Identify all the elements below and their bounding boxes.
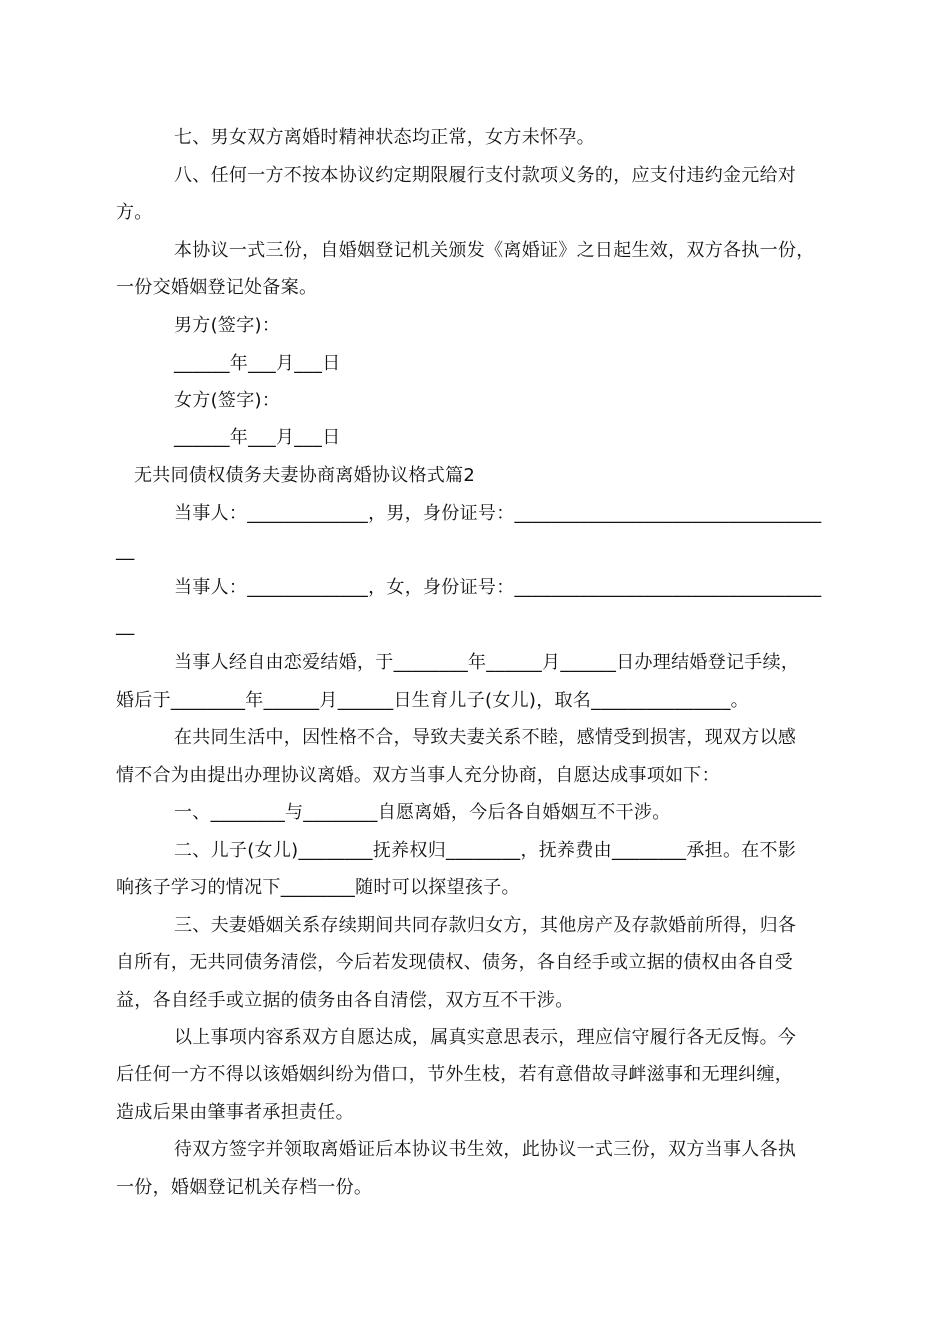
effective-line-2: 一份，婚姻登记机关存档一份。	[116, 1177, 373, 1198]
affirmation-line-3: 造成后果由肇事者承担责任。	[116, 1102, 354, 1123]
clause-8-line-2: 方。	[116, 202, 153, 223]
copies-paragraph-line-2: 一份交婚姻登记处备案。	[116, 277, 318, 298]
item-3-line-1: 三、夫妻婚姻关系存续期间共同存款归女方，其他房产及存款婚前所得，归各	[174, 915, 797, 936]
reason-paragraph-line-1: 在共同生活中，因性格不合，导致夫妻关系不睦，感情受到损害，现双方以感	[174, 727, 797, 748]
male-signature-label: 男方(签字)：	[174, 315, 281, 336]
effective-line-1: 待双方签字并领取离婚证后本协议书生效，此协议一式三份，双方当事人各执	[174, 1139, 797, 1160]
reason-paragraph-line-2: 情不合为由提出办理协议离婚。双方当事人充分协商，自愿达成事项如下：	[116, 765, 720, 786]
item-2-line-2: 响孩子学习的情况下________随时可以探望孩子。	[116, 877, 520, 898]
clause-8-line-1: 八、任何一方不按本协议约定期限履行支付款项义务的，应支付违约金元给对	[174, 165, 797, 186]
item-2-line-1: 二、儿子(女儿)________抚养权归________，抚养费由________承担。在不影	[174, 840, 797, 861]
item-3-line-3: 益，各自经手或立据的债务由各自清偿，双方互不干涉。	[116, 990, 574, 1011]
clause-7: 七、男女双方离婚时精神状态均正常，女方未怀孕。	[174, 127, 595, 148]
affirmation-line-2: 后任何一方不得以该婚姻纠纷为借口，节外生枝，若有意借故寻衅滋事和无理纠缠，	[116, 1064, 794, 1085]
female-signature-label: 女方(签字)：	[174, 390, 281, 411]
marriage-paragraph-line-2: 婚后于________年______月______日生育儿子(女儿)，取名_______________。	[116, 690, 749, 711]
female-signature-date: ______年___月___日	[174, 427, 341, 448]
party-male-line-cont: __	[116, 540, 135, 561]
item-1: 一、________与________自愿离婚，今后各自婚姻互不干涉。	[174, 802, 671, 823]
male-signature-date: ______年___月___日	[174, 353, 341, 374]
party-female-line-cont: __	[116, 615, 135, 636]
marriage-paragraph-line-1: 当事人经自由恋爱结婚，于________年______月______日办理结婚登记手续，	[174, 652, 800, 673]
copies-paragraph-line-1: 本协议一式三份，自婚姻登记机关颁发《离婚证》之日起生效，双方各执一份，	[174, 240, 815, 261]
item-3-line-2: 自所有，无共同债务清偿，今后若发现债权、债务，各自经手或立据的债权由各自受	[116, 952, 794, 973]
party-male-line: 当事人：_____________，男，身份证号：_________________________________	[174, 503, 822, 524]
section-heading: 无共同债权债务夫妻协商离婚协议格式篇2	[134, 465, 476, 486]
affirmation-line-1: 以上事项内容系双方自愿达成，属真实意思表示，理应信守履行各无反悔。今	[174, 1027, 797, 1048]
party-female-line: 当事人：_____________，女，身份证号：_________________________________	[174, 577, 822, 598]
